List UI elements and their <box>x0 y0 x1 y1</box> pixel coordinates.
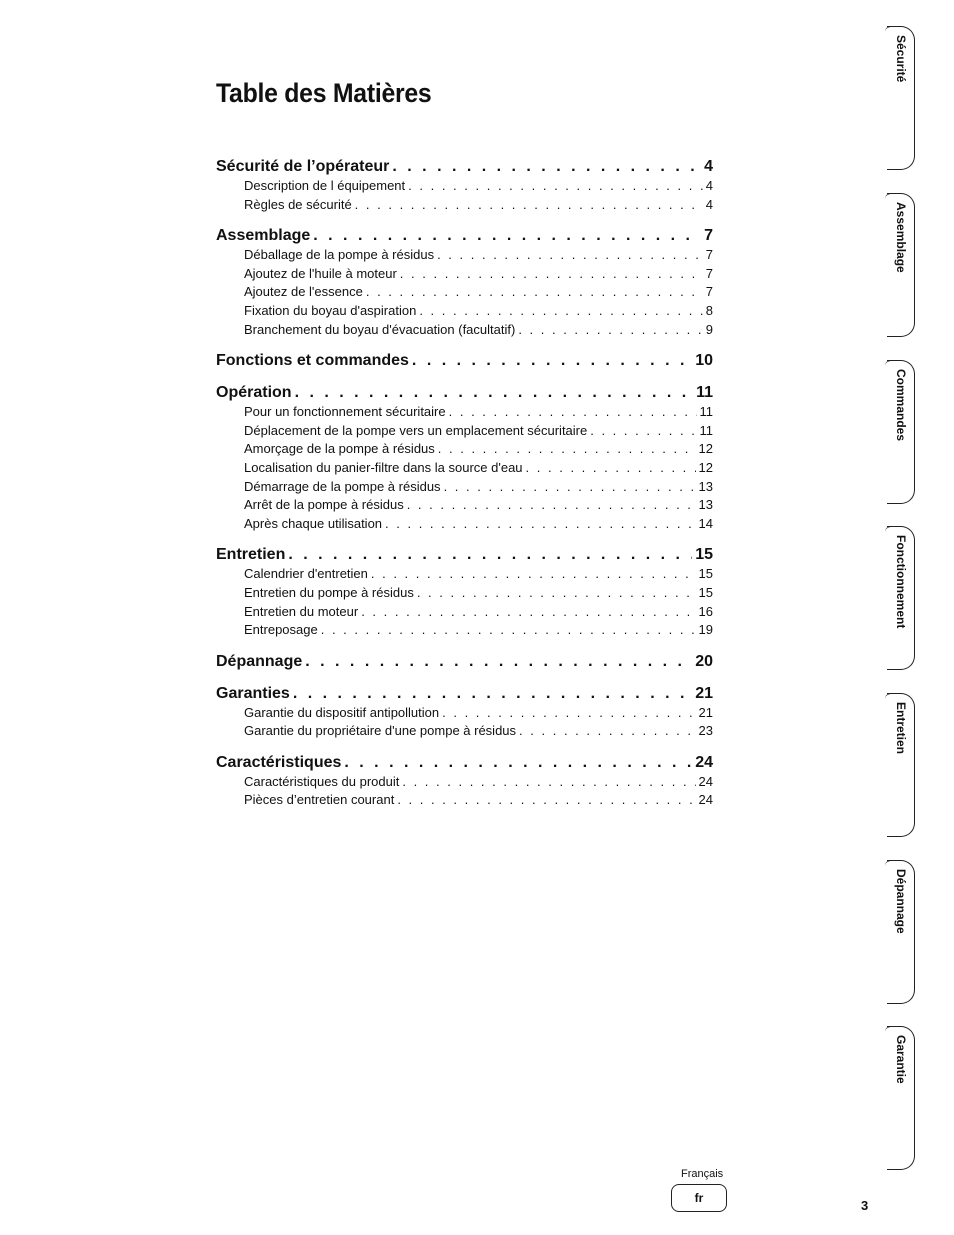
tab-securite[interactable] <box>887 26 915 170</box>
toc-entry-title: Branchement du boyau d'évacuation (facultatif) <box>244 321 516 337</box>
toc-section <box>216 752 713 810</box>
toc-entry[interactable] <box>216 621 713 640</box>
toc-entry-title: Garantie du propriétaire d'une pompe à résidus <box>244 723 517 739</box>
tab-assemblage[interactable] <box>887 193 915 337</box>
toc-entry[interactable] <box>216 478 713 497</box>
toc-section-page: 4 <box>704 158 713 175</box>
dot-leader <box>321 621 696 640</box>
toc-entry[interactable] <box>216 321 713 340</box>
toc-entry-title: Démarrage de la pompe à résidus <box>244 478 441 494</box>
toc-entry[interactable] <box>216 565 713 584</box>
toc-entry-page: 15 <box>698 566 713 582</box>
toc-entry[interactable] <box>216 265 713 284</box>
dot-leader <box>305 651 692 672</box>
toc-section-title: Dépannage <box>216 652 303 670</box>
toc-entry-title: Après chaque utilisation <box>244 515 383 531</box>
toc-entry-title: Entretien du pompe à résidus <box>244 584 414 600</box>
toc-entry-page: 7 <box>705 247 713 263</box>
dot-leader <box>295 382 694 403</box>
tab-label: Entretien <box>893 702 908 755</box>
dot-leader <box>590 422 696 441</box>
toc-entry[interactable] <box>216 302 713 321</box>
toc-entry-page: 7 <box>705 265 713 281</box>
page-number: 3 <box>861 1198 869 1213</box>
tab-depannage[interactable] <box>887 860 915 1004</box>
dot-leader <box>407 496 696 515</box>
dot-leader <box>449 403 697 422</box>
toc-section-heading[interactable] <box>216 350 713 371</box>
dot-leader <box>385 515 696 534</box>
dot-leader <box>397 791 695 810</box>
toc-section-page: 10 <box>695 352 713 370</box>
language-badge: fr <box>671 1184 727 1212</box>
toc-entry-title: Arrêt de la pompe à résidus <box>244 497 404 513</box>
dot-leader <box>419 302 702 321</box>
toc-entry[interactable] <box>216 422 713 441</box>
toc-section-title: Caractéristiques <box>216 753 342 771</box>
dot-leader <box>412 350 692 371</box>
toc-entry-page: 14 <box>698 515 713 531</box>
toc-entry-title: Ajoutez de l'essence <box>244 284 363 300</box>
tab-commandes[interactable] <box>887 360 915 504</box>
toc-entry-title: Caractéristiques du produit <box>244 773 400 789</box>
toc-section-page: 7 <box>704 227 713 245</box>
dot-leader <box>526 459 696 478</box>
toc-section <box>216 156 713 214</box>
toc-entry-title: Déballage de la pompe à résidus <box>244 247 435 263</box>
toc-section-heading[interactable] <box>216 752 713 773</box>
dot-leader <box>392 156 701 177</box>
tab-garantie[interactable] <box>887 1026 915 1170</box>
dot-leader <box>288 544 692 565</box>
toc-section-title: Sécurité de l’opérateur <box>216 158 390 175</box>
toc-entry-page: 12 <box>698 441 713 457</box>
toc-entry[interactable] <box>216 459 713 478</box>
toc-entry-page: 19 <box>698 622 713 638</box>
table-of-contents <box>216 156 713 821</box>
dot-leader <box>442 704 695 723</box>
toc-section-title: Opération <box>216 384 292 402</box>
toc-entry-title: Garantie du dispositif antipollution <box>244 704 440 720</box>
toc-entry-page: 23 <box>698 723 713 739</box>
toc-entry[interactable] <box>216 196 713 215</box>
toc-entry[interactable] <box>216 177 713 196</box>
tab-label: Garantie <box>893 1035 908 1084</box>
tab-label: Fonctionnement <box>893 535 908 629</box>
toc-entry-page: 11 <box>699 422 713 438</box>
toc-entry-page: 7 <box>705 284 713 300</box>
toc-section-page: 20 <box>695 652 713 670</box>
dot-leader <box>437 246 703 265</box>
toc-entry[interactable] <box>216 246 713 265</box>
toc-entry-title: Règles de sécurité <box>244 196 352 212</box>
toc-entry-page: 11 <box>699 404 713 420</box>
toc-entry-title: Calendrier d'entretien <box>244 566 368 582</box>
dot-leader <box>417 584 696 603</box>
page-title: Table des Matières <box>216 78 432 108</box>
tab-label: Dépannage <box>893 869 908 934</box>
toc-entry-page: 16 <box>698 603 713 619</box>
toc-entry[interactable] <box>216 722 713 741</box>
toc-section-page: 21 <box>695 684 713 702</box>
toc-entry-title: Pièces d’entretien courant <box>244 792 395 808</box>
toc-entry-title: Déplacement de la pompe vers un emplacement sécuritaire <box>244 422 588 438</box>
toc-section <box>216 350 713 371</box>
toc-entry-page: 24 <box>698 773 713 789</box>
toc-entry-title: Fixation du boyau d'aspiration <box>244 302 417 318</box>
toc-section-page: 24 <box>695 753 713 771</box>
toc-entry[interactable] <box>216 791 713 810</box>
toc-entry[interactable] <box>216 603 713 622</box>
toc-entry-title: Entretien du moteur <box>244 603 359 619</box>
toc-entry-page: 15 <box>698 584 713 600</box>
language-label: Français <box>681 1168 724 1180</box>
toc-entry-page: 13 <box>698 478 713 494</box>
dot-leader <box>400 265 703 284</box>
tab-label: Assemblage <box>893 202 908 273</box>
dot-leader <box>408 177 703 196</box>
toc-section <box>216 651 713 672</box>
dot-leader <box>293 683 692 704</box>
toc-entry-page: 9 <box>705 321 713 337</box>
toc-entry-title: Localisation du panier-filtre dans la source d'eau <box>244 459 523 475</box>
tab-entretien[interactable] <box>887 693 915 837</box>
toc-entry[interactable] <box>216 584 713 603</box>
toc-section-heading[interactable] <box>216 156 713 177</box>
dot-leader <box>344 752 692 773</box>
toc-section <box>216 225 713 339</box>
tab-label: Sécurité <box>893 35 908 83</box>
tab-label: Commandes <box>893 369 908 442</box>
toc-entry-page: 4 <box>705 178 713 193</box>
toc-entry[interactable] <box>216 283 713 302</box>
toc-section-title: Garanties <box>216 684 290 702</box>
toc-section-heading[interactable] <box>216 382 713 403</box>
toc-entry-page: 21 <box>698 704 713 720</box>
toc-entry-title: Ajoutez de l'huile à moteur <box>244 265 397 281</box>
toc-section <box>216 683 713 741</box>
toc-entry-title: Amorçage de la pompe à résidus <box>244 441 435 457</box>
dot-leader <box>371 565 696 584</box>
dot-leader <box>361 603 695 622</box>
toc-section-heading[interactable] <box>216 651 713 672</box>
toc-entry-title: Pour un fonctionnement sécuritaire <box>244 404 446 420</box>
toc-section-heading[interactable] <box>216 225 713 246</box>
toc-section-title: Fonctions et commandes <box>216 352 409 370</box>
dot-leader <box>444 478 696 497</box>
toc-section-title: Assemblage <box>216 227 311 245</box>
dot-leader <box>519 722 695 741</box>
toc-section-heading[interactable] <box>216 683 713 704</box>
toc-entry[interactable] <box>216 704 713 723</box>
toc-section <box>216 382 713 533</box>
dot-leader <box>438 440 696 459</box>
toc-entry[interactable] <box>216 440 713 459</box>
toc-entry[interactable] <box>216 515 713 534</box>
toc-entry[interactable] <box>216 403 713 422</box>
dot-leader <box>313 225 701 246</box>
toc-entry-page: 13 <box>698 497 713 513</box>
toc-entry-page: 24 <box>698 792 713 808</box>
dot-leader <box>355 196 703 215</box>
toc-section-heading[interactable] <box>216 544 713 565</box>
toc-entry[interactable] <box>216 496 713 515</box>
toc-section-page: 15 <box>695 546 713 564</box>
toc-section-page: 11 <box>696 384 713 402</box>
dot-leader <box>402 773 695 792</box>
dot-leader <box>518 321 702 340</box>
toc-entry-title: Description de l équipement <box>244 178 406 193</box>
toc-section-title: Entretien <box>216 546 286 564</box>
toc-entry-title: Entreposage <box>244 622 318 638</box>
tab-fonctionnement[interactable] <box>887 526 915 670</box>
dot-leader <box>366 283 703 302</box>
toc-entry-page: 8 <box>705 302 713 318</box>
toc-section <box>216 544 713 639</box>
toc-entry[interactable] <box>216 773 713 792</box>
toc-entry-page: 4 <box>705 196 713 212</box>
toc-entry-page: 12 <box>698 459 713 475</box>
